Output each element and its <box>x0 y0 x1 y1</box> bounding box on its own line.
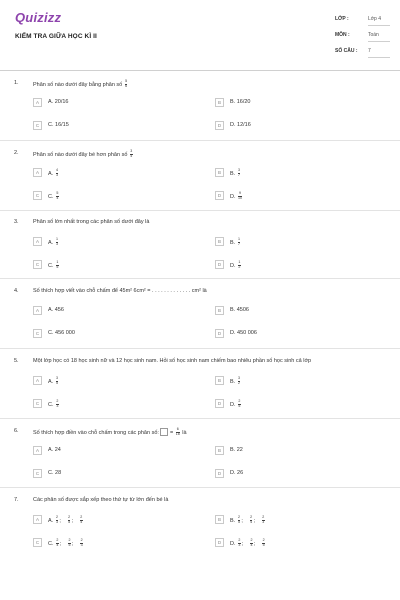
fraction-numerator: 2 <box>250 538 253 542</box>
fraction-denominator: 6 <box>125 83 128 88</box>
question-text-content: Số thích hợp viết vào chỗ chấm để <box>33 288 118 294</box>
question-text <box>33 497 168 503</box>
meta-subject <box>335 30 389 42</box>
answer-letter-box[interactable]: A <box>33 168 42 177</box>
question-text <box>33 288 207 294</box>
fraction-denominator: 3 <box>56 519 59 524</box>
fraction-numerator: 2 <box>56 399 59 403</box>
question-text-content: Một lớp học có 18 học sinh nữ và 12 học sinh nam. Hỏi số học sinh nam chiếm bao nhiêu phần số học sinh cả lớp <box>33 358 312 364</box>
answer-letter-box[interactable]: A <box>33 306 42 315</box>
fraction-numerator: 2 <box>250 515 253 519</box>
fraction-separator: ; <box>241 540 244 547</box>
question-divider <box>0 487 400 488</box>
fraction-denominator: 5 <box>68 542 71 547</box>
fraction-separator: ; <box>71 540 74 547</box>
fraction <box>238 169 241 178</box>
quiz-header <box>0 0 400 72</box>
answer-text: B. 22 <box>230 447 243 453</box>
answer-prefix: C. <box>48 401 54 408</box>
fraction <box>238 261 241 270</box>
answer-letter-box[interactable]: D <box>215 121 224 130</box>
question-text-content: Số thích hợp điền vào chỗ chấm trong các phân số: <box>33 429 159 436</box>
answer-text <box>230 261 242 270</box>
answer-prefix: A. <box>48 517 54 524</box>
answer-text <box>48 377 59 386</box>
fraction-separator: ; <box>71 517 73 524</box>
answer-prefix: C. <box>48 193 54 200</box>
answer-letter-box[interactable]: A <box>33 98 42 107</box>
answer-letter-box[interactable]: D <box>215 329 224 338</box>
answer-text <box>230 516 266 525</box>
fraction-denominator: 4 <box>250 542 253 547</box>
answer-letter-box[interactable]: B <box>215 237 224 246</box>
fraction <box>238 400 241 409</box>
answer-prefix: B. <box>230 517 236 524</box>
question-text-content: Phân số nào dưới đây bằng phân số <box>33 81 123 88</box>
fraction-separator: ; <box>59 517 61 524</box>
meta-underline <box>368 25 390 26</box>
header-divider <box>0 70 400 71</box>
fraction-separator: ; <box>241 517 243 524</box>
answer-text <box>48 539 84 548</box>
fraction-numerator: 1 <box>238 260 241 264</box>
answer-letter-box[interactable]: A <box>33 376 42 385</box>
answer-text: D. 450 006 <box>230 330 257 336</box>
answer-text: C. 456 000 <box>48 330 75 336</box>
question-tail: là <box>182 429 187 436</box>
meta-grade <box>335 14 389 26</box>
question-divider <box>0 210 400 211</box>
answer-letter-box[interactable]: D <box>215 538 224 547</box>
fraction <box>56 377 59 386</box>
fraction <box>56 400 59 409</box>
meta-question-count <box>335 46 389 58</box>
meta-label: MÔN : <box>335 32 350 38</box>
fraction-denominator: 3 <box>80 542 83 547</box>
answer-letter-box[interactable]: C <box>33 121 42 130</box>
fraction-denominator: 4 <box>80 519 83 524</box>
answer-letter-box[interactable]: B <box>215 376 224 385</box>
fraction-numerator: 3 <box>238 376 241 380</box>
fraction <box>262 539 265 548</box>
answer-prefix: B. <box>230 239 236 246</box>
answer-prefix: A. <box>48 378 54 385</box>
fraction <box>238 238 241 247</box>
answer-text <box>230 192 243 201</box>
question-divider <box>0 418 400 419</box>
answer-text <box>230 377 241 386</box>
question-block <box>0 80 400 144</box>
fraction-denominator: 18 <box>175 431 180 436</box>
fraction-numerator: 2 <box>238 399 241 403</box>
fraction-numerator: 3 <box>130 149 133 153</box>
question-divider <box>0 140 400 141</box>
answer-letter-box[interactable]: C <box>33 469 42 478</box>
answer-text: A. 456 <box>48 307 64 313</box>
answer-letter-box[interactable]: B <box>215 168 224 177</box>
fraction-denominator: 7 <box>238 172 241 177</box>
answer-letter-box[interactable]: B <box>215 306 224 315</box>
answer-text: D. 26 <box>230 470 244 476</box>
answer-text: C. 28 <box>48 470 62 476</box>
question-number: 3. <box>14 219 19 225</box>
meta-value: Lớp 4 <box>368 16 382 22</box>
answer-letter-box[interactable]: D <box>215 191 224 200</box>
meta-underline <box>368 41 390 42</box>
answer-letter-box[interactable]: A <box>33 515 42 524</box>
fraction-denominator: 5 <box>238 519 241 524</box>
fraction-numerator: 2 <box>238 538 241 542</box>
fraction-separator: ; <box>253 540 256 547</box>
answer-text <box>48 261 60 270</box>
answer-text: B. 16/20 <box>230 99 251 105</box>
fraction <box>238 192 242 201</box>
quizizz-logo: Quizizz <box>15 10 62 25</box>
question-number: 7. <box>14 497 19 503</box>
answer-text: A. 24 <box>48 447 61 453</box>
answer-letter-box[interactable]: A <box>33 446 42 455</box>
question-block <box>0 150 400 214</box>
answer-prefix: D. <box>230 540 236 547</box>
fraction <box>262 516 265 525</box>
question-block <box>0 288 400 352</box>
question-block <box>0 219 400 283</box>
fraction-numerator: 9 <box>239 191 242 195</box>
fraction <box>68 539 71 548</box>
answer-text <box>230 400 242 409</box>
question-text <box>33 219 149 225</box>
answer-prefix: B. <box>230 170 236 177</box>
fraction-denominator: 3 <box>262 519 265 524</box>
fraction <box>80 539 83 548</box>
question-text <box>33 80 128 89</box>
fraction-numerator: 6 <box>176 427 179 431</box>
question-text-content: Phân số nào dưới đây bé hơn phân số <box>33 151 128 158</box>
fraction-numerator: 4 <box>56 168 59 172</box>
answer-letter-box[interactable]: C <box>33 538 42 547</box>
answer-letter-box[interactable]: A <box>33 237 42 246</box>
fraction-denominator: 7 <box>238 241 241 246</box>
answer-letter-box[interactable]: C <box>33 260 42 269</box>
fraction-numerator: 2 <box>56 515 59 519</box>
question-block <box>0 428 400 492</box>
answer-text <box>48 169 59 178</box>
fraction-numerator: 1 <box>238 237 241 241</box>
answer-text: D. 12/16 <box>230 122 251 128</box>
question-divider <box>0 348 400 349</box>
fraction-denominator: 2 <box>238 264 241 269</box>
answer-text <box>230 238 241 247</box>
answer-text: C. 16/15 <box>48 122 69 128</box>
fraction <box>56 516 59 525</box>
fraction-numerator: 5 <box>125 79 128 83</box>
meta-value: 7 <box>368 48 371 54</box>
question-expression: 45m² 6cm² = . . . . . . . . . . . . . cm² là <box>119 288 207 294</box>
fraction-numerator: 2 <box>80 538 83 542</box>
question-number: 5. <box>14 358 19 364</box>
answer-text <box>48 516 84 525</box>
answer-prefix: A. <box>48 170 54 177</box>
answer-text <box>230 169 241 178</box>
fraction-denominator: 2 <box>238 380 241 385</box>
fraction-denominator: 3 <box>56 241 59 246</box>
fraction <box>250 539 253 548</box>
fraction-numerator: 1 <box>56 260 59 264</box>
answer-text: A. 20/16 <box>48 99 69 105</box>
fraction-numerator: 2 <box>262 515 265 519</box>
fraction <box>80 516 83 525</box>
fraction-denominator: 4 <box>130 153 133 158</box>
answer-letter-box[interactable]: C <box>33 329 42 338</box>
fraction-denominator: 4 <box>56 542 59 547</box>
document-title: KIỂM TRA GIỮA HỌC KÌ II <box>15 33 97 40</box>
meta-value: Toán <box>368 32 379 38</box>
question-block <box>0 497 400 561</box>
fraction-separator: ; <box>253 517 255 524</box>
answer-text <box>48 238 59 247</box>
answer-text <box>48 192 60 201</box>
question-text: Số thích hợp điền vào chỗ chấm trong các phân số: = $\frac{6}{18}$ là <box>33 427 187 436</box>
meta-label: SỐ CÂU : <box>335 48 358 54</box>
fraction-denominator: 5 <box>56 380 59 385</box>
fraction-numerator: 3 <box>56 376 59 380</box>
fraction-numerator: 2 <box>56 538 59 542</box>
fraction <box>130 150 133 159</box>
fraction <box>238 377 241 386</box>
fraction-denominator: 5 <box>262 542 265 547</box>
fraction-denominator: 5 <box>56 264 59 269</box>
answer-prefix: D. <box>230 262 236 269</box>
fraction <box>238 516 241 525</box>
question-number: 6. <box>14 428 19 434</box>
meta-underline <box>368 57 390 58</box>
fraction-numerator: 2 <box>262 538 265 542</box>
fraction-numerator: 2 <box>68 538 71 542</box>
answer-prefix: C. <box>48 540 54 547</box>
question-number: 2. <box>14 150 19 156</box>
answer-prefix: B. <box>230 378 236 385</box>
fraction-denominator: 4 <box>250 519 253 524</box>
fraction-denominator: 3 <box>56 403 59 408</box>
fraction-denominator: 4 <box>56 195 59 200</box>
fraction-numerator: 1 <box>56 237 59 241</box>
answer-letter-box[interactable]: D <box>215 399 224 408</box>
fraction-denominator: 5 <box>238 403 241 408</box>
fraction <box>125 80 128 89</box>
fraction <box>56 169 59 178</box>
fraction-denominator: 3 <box>56 172 59 177</box>
answer-prefix: C. <box>48 262 54 269</box>
blank-fraction-box <box>160 428 168 436</box>
answer-text <box>48 400 60 409</box>
fraction <box>56 261 59 270</box>
fraction-numerator: 2 <box>238 515 241 519</box>
answer-letter-box[interactable]: C <box>33 399 42 408</box>
answer-letter-box[interactable]: B <box>215 446 224 455</box>
fraction-denominator: 3 <box>238 542 241 547</box>
fraction-numerator: 2 <box>80 515 83 519</box>
fraction <box>56 192 59 201</box>
question-text <box>33 358 311 364</box>
answer-prefix: D. <box>230 401 236 408</box>
fraction-numerator: 5 <box>56 191 59 195</box>
fraction <box>238 539 241 548</box>
answer-letter-box[interactable]: D <box>215 260 224 269</box>
answer-letter-box[interactable]: C <box>33 191 42 200</box>
question-block <box>0 358 400 422</box>
fraction-numerator: 3 <box>238 168 241 172</box>
fraction <box>176 428 180 437</box>
fraction-separator: ; <box>59 540 62 547</box>
question-text-content: Phân số lớn nhất trong các phân số dưới đây là <box>33 219 150 225</box>
answer-letter-box[interactable]: B <box>215 515 224 524</box>
question-number: 1. <box>14 80 19 86</box>
answer-text: B. 4506 <box>230 307 249 313</box>
meta-label: LỚP : <box>335 16 349 22</box>
question-number: 4. <box>14 288 19 294</box>
answer-prefix: D. <box>230 193 236 200</box>
fraction <box>56 238 59 247</box>
answer-text <box>230 539 266 548</box>
answer-letter-box[interactable]: B <box>215 98 224 107</box>
fraction-denominator: 5 <box>68 519 71 524</box>
fraction-numerator: 2 <box>68 515 71 519</box>
question-divider <box>0 278 400 279</box>
answer-letter-box[interactable]: D <box>215 469 224 478</box>
fraction <box>56 539 59 548</box>
question-text-content: Các phân số được sắp xếp theo thứ tự từ lớn đến bé là <box>33 497 169 503</box>
question-text <box>33 150 134 159</box>
answer-prefix: A. <box>48 239 54 246</box>
fraction-denominator: 10 <box>238 195 243 200</box>
